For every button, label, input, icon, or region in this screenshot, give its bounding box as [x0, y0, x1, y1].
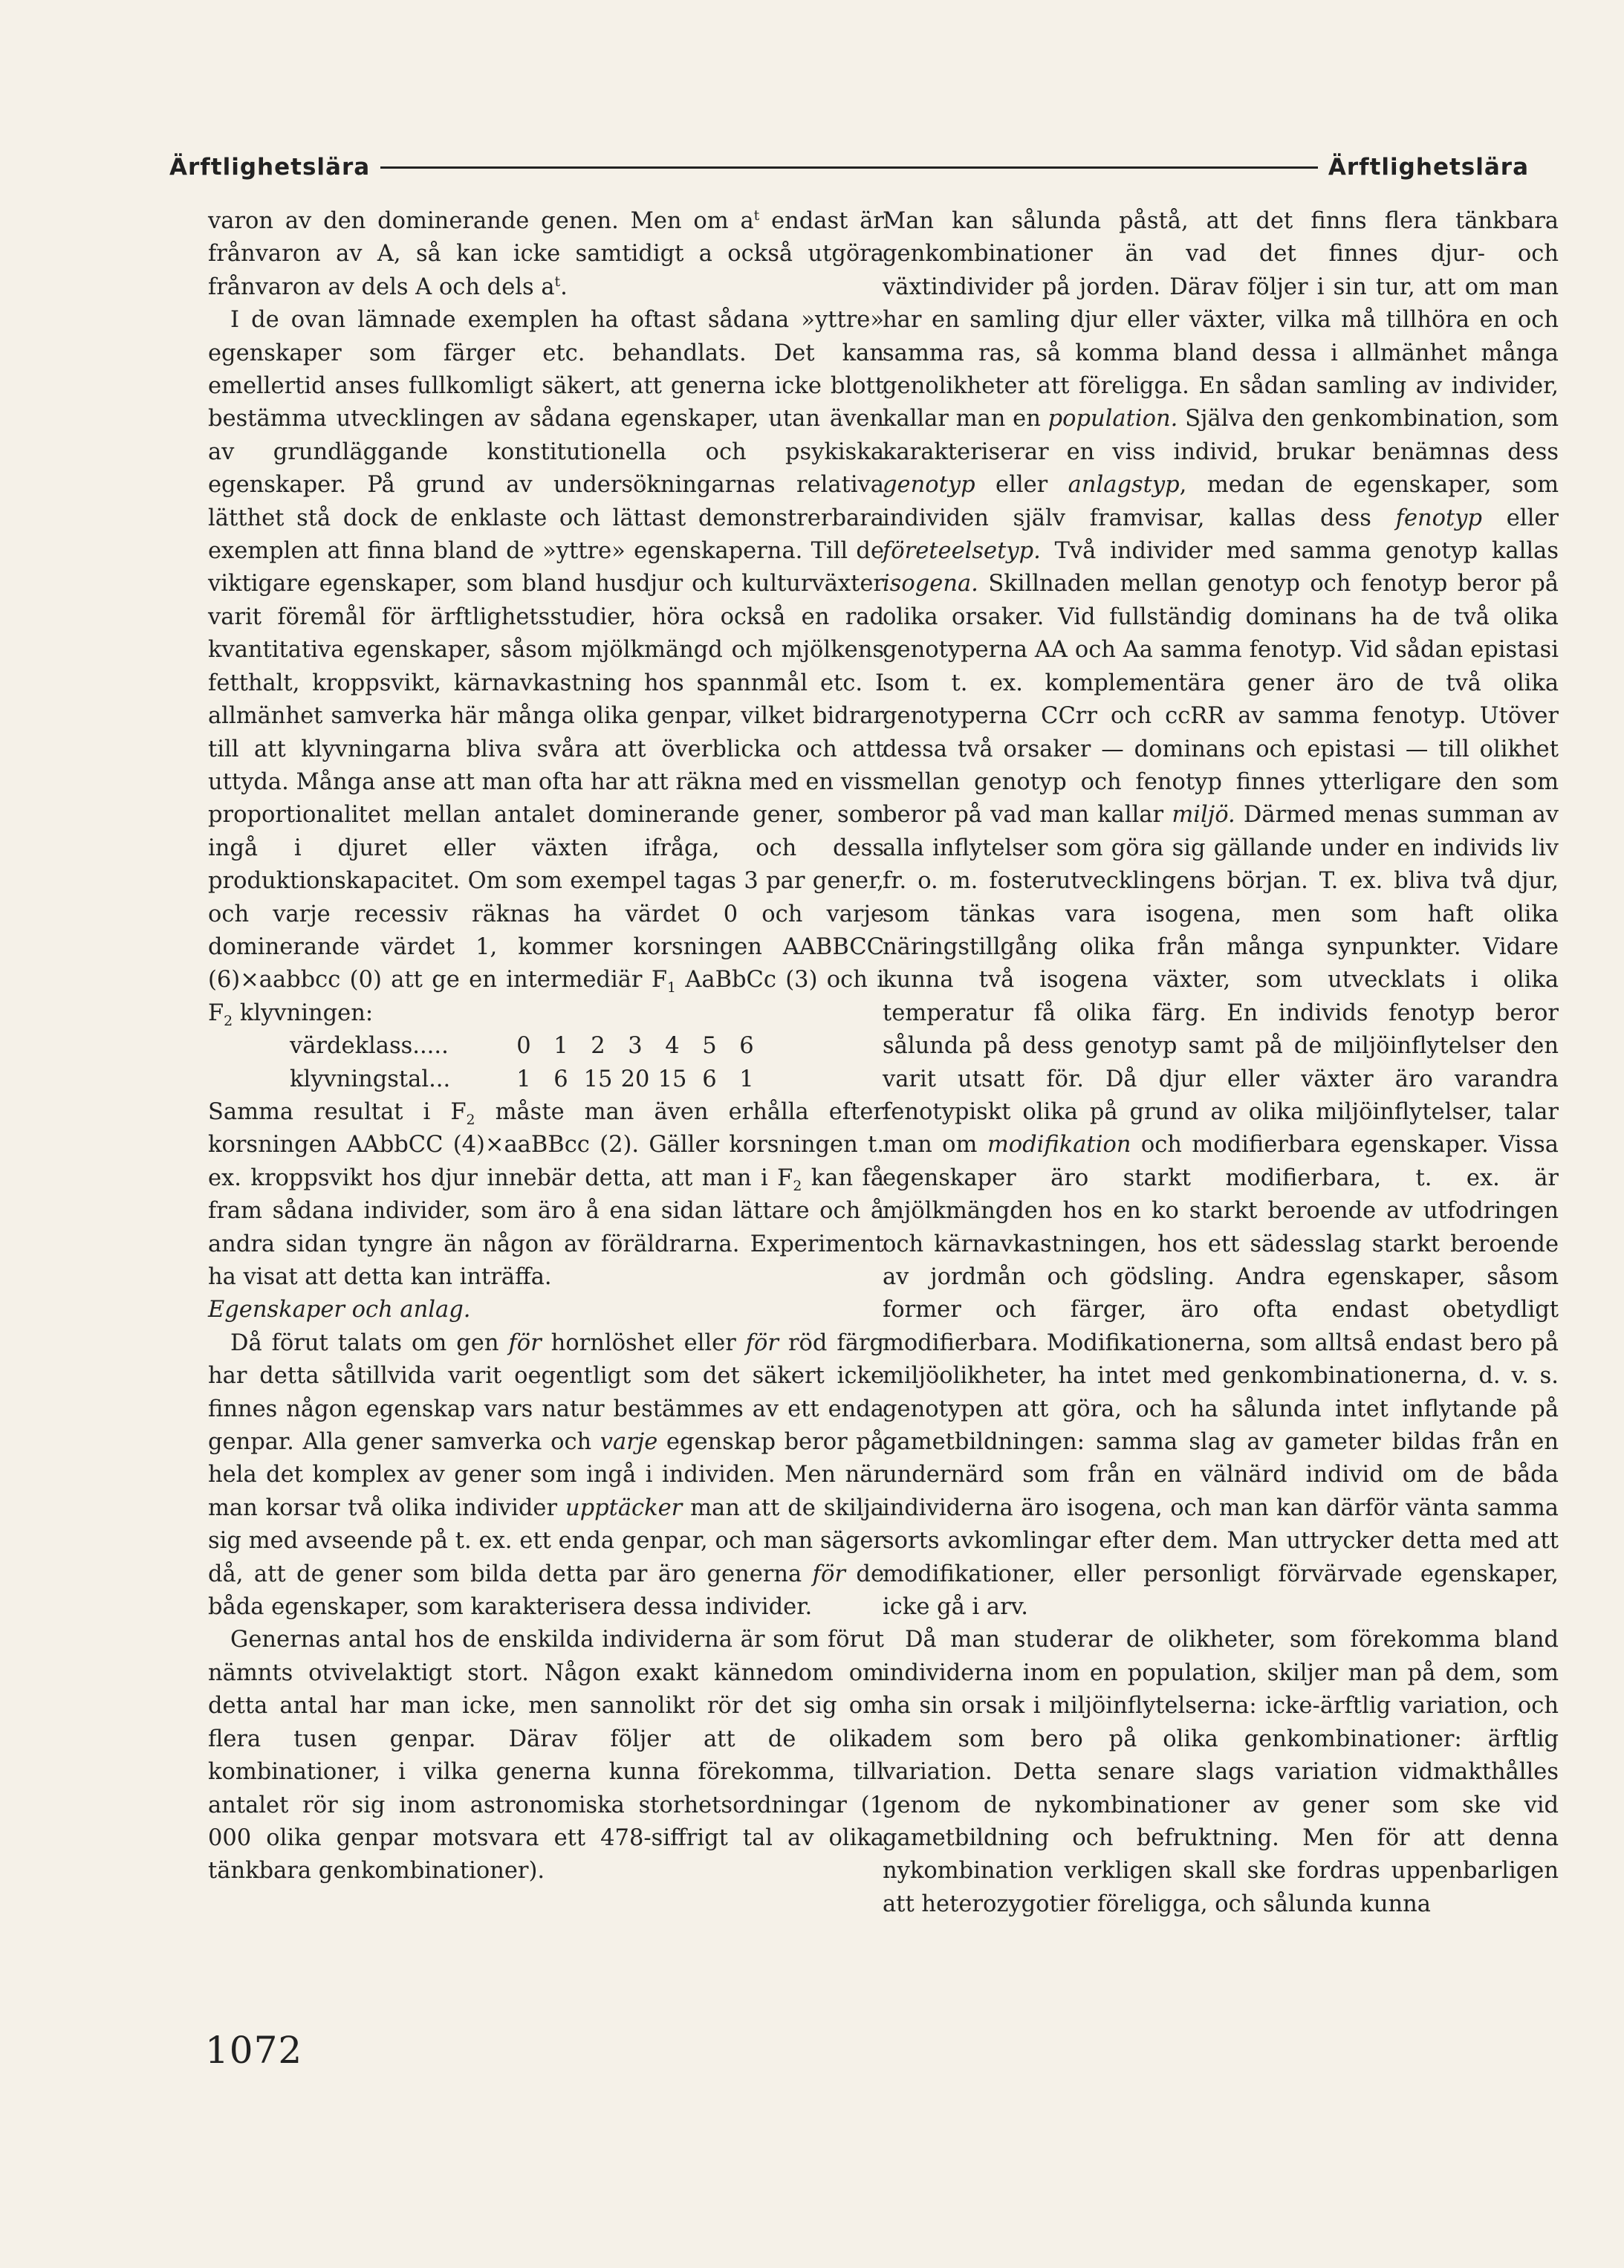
- series-value: 0: [516, 1033, 531, 1060]
- series-label: värdeklass.....: [290, 1033, 449, 1060]
- series-value: 15: [657, 1066, 687, 1092]
- paragraph: Man kan sålunda påstå, att det finns flera tänkbara genkombinationer än vad det finnes djur- och växtindivider på jorden. Därav följer i sin tur, att om man har en samling djur eller växter, vilka må tillhöra en och samma ras, så komma bland dessa i allmänhet många genolikheter att föreligga. En sådan samling av individer, kallar man en population. Själva den genkombination, som karakteriserar en viss individ, brukar benämnas dess genotyp eller anlagstyp, medan de egenskaper, som individen själv framvisar, kallas dess fenotyp eller företeelsetyp. Två individer med samma genotyp kallas isogena. Skillnaden mellan genotyp och fenotyp beror på olika orsaker. Vid fullständig dominans ha de två olika genotyperna AA och Aa samma fenotyp. Vid sådan epistasi som t. ex. komplementära gener äro de två olika genotyperna CCrr och ccRR av samma fenotyp. Utöver dessa två orsaker — dominans och epistasi — till olikhet mellan genotyp och fenotyp finnes ytterligare den som beror på vad man kallar miljö. Därmed menas summan av alla inflytelser som göra sig gällande under en individs liv fr. o. m. fosterutvecklingens början. T. ex. bliva två djur, som tänkas vara isogena, men som haft olika näringstillgång olika från många synpunkter. Vidare kunna två isogena växter, som utvecklats i olika temperatur få olika färg. En individs fenotyp beror sålunda på dess genotyp samt på de miljöinflytelser den varit utsatt för. Då djur eller växter äro varandra fenotypiskt olika på grund av olika miljöinflytelser, talar man om modifikation och modifierbara egenskaper. Vissa egenskaper äro starkt modifierbara, t. ex. är mjölkmängden hos en ko starkt beroende av utfodringen och kärnavkastningen, hos ett sädesslag starkt beroende av jordmån och gödsling. Andra egenskaper, såsom former och färger, äro ofta endast obetydligt modifierbara. Modifikationerna, som alltså endast bero på miljöolikheter, ha intet med genkombinationerna, d. v. s. genotypen att göra, och ha sålunda intet inflytande på gametbildningen: samma slag av gameter bildas från en undernärd som från en välnärd individ om de båda individerna äro isogena, och man kan därför vänta samma sorts avkomlingar efter dem. Man uttrycker detta med att modifikationer, eller personligt förvärvade egenskaper, icke gå i arv.: [883, 208, 1559, 1621]
- series-value: 6: [739, 1033, 754, 1060]
- series-value: 6: [702, 1066, 717, 1092]
- section-subheading: Egenskaper och anlag.: [208, 1297, 471, 1323]
- paragraph: Genernas antal hos de enskilda individerna är som förut nämnts otvivelaktigt stort. Någon exakt kännedom om detta antal har man icke, men sannolikt rör det sig om flera tusen genpar. Därav följer att de olika kombinationer, i vilka generna kunna förekomma, till antalet rör sig inom astronomiska storhetsordningar (1 000 olika genpar motsvara ett 478-siffrigt tal av olika tänkbara genkombinationer).: [208, 1627, 884, 1885]
- series-value: 3: [628, 1033, 643, 1060]
- page-number: 1072: [205, 2029, 303, 2072]
- left-column: [208, 205, 884, 1888]
- series-label: klyvningstal...: [290, 1066, 451, 1092]
- header-title-left: Ärftlighetslära: [169, 154, 371, 181]
- header-title-right: Ärftlighetslära: [1328, 154, 1529, 181]
- series-value: 1: [553, 1033, 568, 1060]
- series-value: 20: [620, 1066, 650, 1092]
- series-row-value-class: [208, 1030, 884, 1063]
- series-value: 1: [739, 1066, 754, 1092]
- paragraph: Då man studerar de olikheter, som förekomma bland individerna inom en population, skiljer man på dem, som ha sin orsak i miljöinflytelserna: icke-ärftlig variation, och dem som bero på olika genkombinationer: ärftlig variation. Detta senare slags variation vidmakthålles genom de nykombinationer av gener som ske vid gametbildning och befruktning. Men för att denna nykombination verkligen skall ske fordras uppenbarligen att heterozygotier föreligga, och sålunda kunna: [883, 1627, 1559, 1917]
- series-value: 2: [591, 1033, 605, 1060]
- series-row-segregation: [208, 1063, 884, 1096]
- paragraph: Samma resultat i $F_2$ måste man även erhålla efter korsningen AAbbCC (4)×aaBBcc (2). Gäller korsningen t. ex. kroppsvikt hos djur innebär detta, att man i $F_2$ kan få fram sådana individer, som äro å ena sidan lättare och å andra sidan tyngre än någon av föräldrarna. Experiment ha visat att detta kan inträffa.: [208, 1098, 885, 1290]
- paragraph: varon av den dominerande genen. Men om $a^t$ endast är frånvaron av A, så kan icke samtidigt a också utgöra frånvaron av dels A och dels $a^t$.: [208, 207, 884, 300]
- running-header: [169, 149, 1529, 186]
- series-value: 6: [553, 1066, 568, 1092]
- series-value: 5: [702, 1033, 717, 1060]
- series-value: 15: [583, 1066, 613, 1092]
- header-rule: [380, 166, 1318, 169]
- right-column: [883, 205, 1559, 1921]
- series-value: 1: [516, 1066, 531, 1092]
- series-value: 4: [665, 1033, 680, 1060]
- paragraph: I de ovan lämnade exemplen ha oftast sådana »yttre» egenskaper som färger etc. behandlats. Det kan emellertid anses fullkomligt säkert, att generna icke blott bestämma utvecklingen av sådana egenskaper, utan även av grundläggande konstitutionella och psykiska egenskaper. På grund av undersökningarnas relativa lätthet stå dock de enklaste och lättast demonstrerbara exemplen att finna bland de »yttre» egenskaperna. Till de viktigare egenskaper, som bland husdjur och kulturväxter varit föremål för ärftlighetsstudier, höra också en rad kvantitativa egenskaper, såsom mjölkmängd och mjölkens fetthalt, kroppsvikt, kärnavkastning hos spannmål etc. I allmänhet samverka här många olika genpar, vilket bidrar till att klyvningarna bliva svåra att överblicka och att uttyda. Många anse att man ofta har att räkna med en viss proportionalitet mellan antalet dominerande gener, som ingå i djuret eller växten ifråga, och dess produktionskapacitet. Om som exempel tagas 3 par gener, och varje recessiv räknas ha värdet 0 och varje dominerande värdet 1, kommer korsningen AABBCC (6)×aabbcc (0) att ge en intermediär $F_1$ AaBbCc (3) och i $F_2$ klyvningen:: [208, 307, 884, 1029]
- paragraph: Då förut talats om gen för hornlöshet eller för röd färg har detta såtillvida varit oegentligt som det säkert icke finnes någon egenskap vars natur bestämmes av ett enda genpar. Alla gener samverka och varje egenskap beror på hela det komplex av gener som ingå i individen. Men när man korsar två olika individer upptäcker man att de skilja sig med avseende på t. ex. ett enda genpar, och man säger då, att de gener som bilda detta par äro generna för de båda egenskaper, som karakterisera dessa individer.: [208, 1329, 885, 1621]
